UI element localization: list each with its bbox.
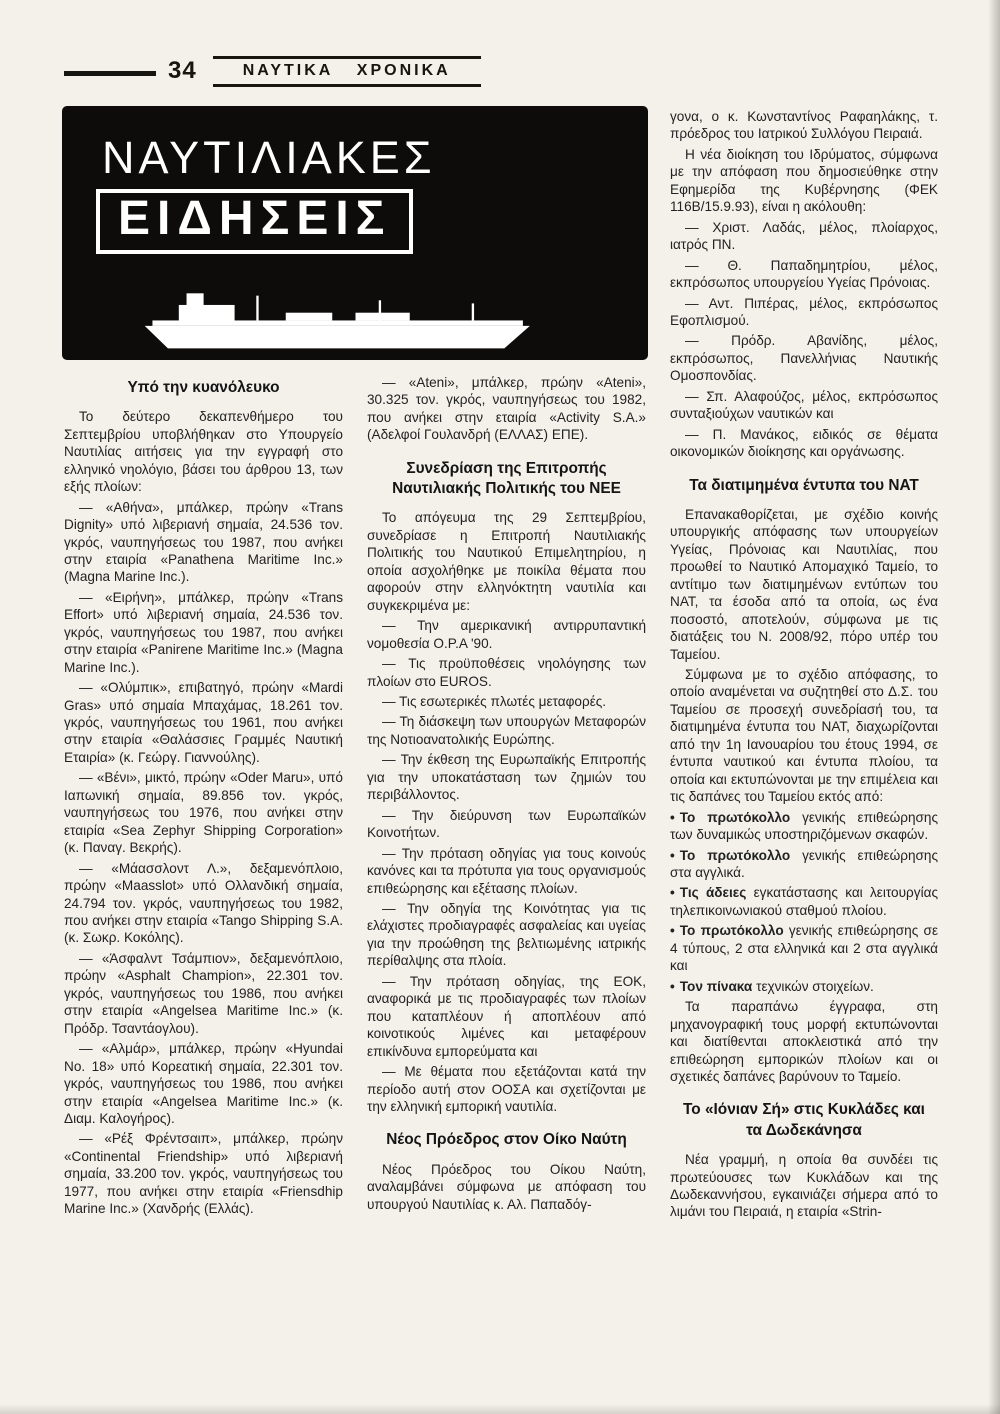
cargo-ship-icon [90,291,590,353]
header-rule [64,71,156,76]
bullet-text: εγκατάστασης και λειτουργίας τηλεπικοινωνιακού σταθμού πλοίου. [670,885,938,918]
paragraph: Το απόγευμα της 29 Σεπτεμβρίου, συνεδρίασε η Επιτροπή Ναυτιλιακής Πολιτικής του Ναυτικού Επιμελητηρίου, η οποία ασχολήθηκε με ποικίλα θέματα που αφορούν στην ελληνόκτητη ναυτιλία και συγκεκριμένα με: [367,510,646,613]
bullet-lead: Το πρωτόκολλο [679,923,784,939]
paragraph: Νέος Πρόεδρος του Οίκου Ναύτη, αναλαμβάνει σύμφωνα με απόφαση του υπουργού Ναυτιλίας κ. Αλ. Παπαδόγ- [367,1161,646,1212]
paragraph: — Την πρόταση οδηγίας για τους κοινούς κανόνες και τα πρότυπα για τους οργανισμούς επιθεώρησης και εξέτασης πλοίων. [367,845,646,896]
paragraph: — «Μάασσλοντ Λ.», δεξαμενόπλοιο, πρώην «Maasslot» υπό Ολλανδική σημαία, 24.794 τον. γκρός, ναυπηγήσεως του 1982, που ανήκει στην εταιρία «Tango Shipping S.A. (κ. Σωκρ. Κοκόλης). [64,860,343,946]
bullet-item [670,847,938,882]
paragraph: — Τη διάσκεψη των υπουργών Μεταφορών της Νοτιοανατολικής Ευρώπης. [367,714,646,747]
paragraph: — Με θέματα που εξετάζονται κατά την περίοδο αυτή στον ΟΟΣΑ και σχετίζονται με την ελληνική εμπορική ναυτιλία. [367,1064,646,1114]
paragraph: — Π. Μανάκος, ειδικός σε θέματα οικονομικών διοίκησης και οργάνωσης. [670,426,938,460]
paragraph: — «Ολύμπικ», επιβατηγό, πρώην «Mardi Gras» υπό σημαία Μπαχάμας, 18.261 τον. γκρός, ναυπηγήσεως του 1961, που ανήκει στην εταιρία «Θαλάσσιες Γραμμές Ναυτική Εταιρία» (κ. Γεώργ. Γιαννούλης). [64,680,343,765]
paragraph: — «Αθήνα», μπάλκερ, πρώην «Trans Dignity» υπό λιβεριανή σημαία, 24.536 τον. γκρός, ναυπηγήσεως του 1987, που ανήκει στην εταιρία «Panathena Maritime Inc.» (Magna Marine Inc.). [64,499,343,585]
paragraph: — Σπ. Αλαφούζος, μέλος, εκπρόσωπος συνταξιούχων ναυτικών και [670,388,938,422]
magazine-title-block [213,56,481,87]
paragraph: — Την πρόταση οδηγίας, της ΕΟΚ, αναφορικά με τις προδιαγραφές των πλοίων που καταπλέουν ή αποπλέουν από κοινοτικούς λιμένες και μεταφέρουν επικίνδυνα εμπορεύματα και [367,973,646,1059]
article-heading-president: Νέος Πρόεδρος στον Οίκο Ναύτη [386,1131,627,1149]
bullet-lead: Το πρωτόκολλο [679,847,791,863]
paragraph: Το δεύτερο δεκαπενθήμερο του Σεπτεμβρίου υποβλήθηκαν στο Υπουργείο Ναυτιλίας αιτήσεις για την εγγραφή στο ελληνικό νηολόγιο, βάσει του άρθρου 13, των εξής πλοίων: [64,409,343,495]
paragraph: — Χριστ. Λαδάς, μέλος, πλοίαρχος, ιατρός ΠΝ. [670,219,938,253]
banner-title-line1: ΝΑΥΤΙΛΙΑΚΕΣ [102,132,436,183]
bullet-item [670,809,938,844]
paragraph: — «Άσφαλντ Τσάμπιον», δεξαμενόπλοιο, πρώην «Asphalt Champion», 22.301 τον. γκρός, ναυπηγήσεως του 1986, που ανήκει στην εταιρία «Angelsea Maritime Inc.» (κ. Πρόδρ. Τσαντάογλου). [64,950,343,1036]
bullet-lead: Το πρωτόκολλο [679,809,791,825]
paragraph: — Την οδηγία της Κοινότητας για τις ελάχιστες προδιαγραφές ασφαλείας και υγείας για την προώθηση της βελτιωμένης ιατρικής περίθαλψης στα πλοία. [367,900,646,969]
bullet-lead: Τις άδειες [679,885,747,901]
bullet-icon: • [670,847,675,863]
paragraph: — Τις εσωτερικές πλωτές μεταφορές. [382,694,607,709]
banner-title-box [96,189,413,253]
magazine-title: ΝΑΥΤΙΚΑ ΧΡΟΝΙΚΑ [242,61,451,79]
column-middle [367,374,646,1221]
paragraph: Επανακαθορίζεται, με σχέδιο κοινής υπουργικής απόφασης των υπουργείων Υγείας, Πρόνοιας και Ναυτιλίας, που προωθεί το Ναυτικό Απομαχικό Ταμείο, το αντίτιμο των διατιμημένων εντύπων του ΝΑΤ, τα έσοδα από τα οποία, ως ένα ποσοστό, αποτελούν, σύμφωνα με τις διατάξεις του Ν. 2008/92, πόρο υπέρ του Ταμείου. [670,506,938,662]
paragraph: Σύμφωνα με το σχέδιο απόφασης, το οποίο αναμένεται να συζητηθεί στο Δ.Σ. του Ταμείου σε προσεχή συνεδρίασή του, τα διατιμημένα έντυπα του ΝΑΤ, διαχωρίζονται από την 1η Ιανουαρίου του έτους 1994, σε έντυπα ναυτικού και έντυπα πλοίου, τα οποία και εκτυπώνονται με την επιμέλεια και τις δαπάνες του Ταμείου εκτός από: [670,667,938,805]
paragraph: — «Ρέξ Φρέντσαιπ», μπάλκερ, πρώην «Continental Friendship» υπό λιβεριανή σημαία, 33.200 τον. γκρός, ναυπηγήσεως του 1977, που ανήκει στην εταιρία «Friensdhip Marine Inc.» (Χανδρής (Ελλάς). [64,1131,343,1217]
column-right [670,108,938,1224]
article-heading-committee: Συνεδρίαση της Επιτροπής Ναυτιλιακής Πολιτικής του ΝΕΕ [392,459,621,498]
two-column-region [64,374,646,1221]
left-region [64,108,646,1224]
paragraph: — «Ateni», μπάλκερ, πρώην «Ateni», 30.325 τον. γκρός, ναυπηγήσεως του 1982, που ανήκει στην εταιρία «Activity S.A.» (Αδελφοί Γουλανδρή (ΕΛΛΑΣ) ΕΠΕ). [367,375,646,443]
paragraph: Νέα γραμμή, η οποία θα συνδέει τις πρωτεύουσες των Κυκλάδων και της Δωδεκαννήσου, εγκαινιάζει σήμερα από το λιμάνι του Πειραιά, η εταιρία «Strin- [670,1152,938,1220]
paragraph: Τα παραπάνω έγγραφα, στη μηχανογραφική τους μορφή εκτυπώνονται και διατίθενται αποκλειστικά από την επιθεώρηση εμπορικών πλοίων και οι σχετικές δαπάνες βαρύνουν το Ταμείο. [670,999,938,1084]
bullet-lead: Τον πίνακα [679,978,753,994]
paragraph: — Θ. Παπαδημητρίου, μέλος, εκπρόσωπος υπουργείου Υγείας Πρόνοιας. [670,257,938,291]
banner-title-line2: ΕΙΔΗΣΕΙΣ [118,192,392,246]
paragraph: Η νέα διοίκηση του Ιδρύματος, σύμφωνα με την απόφαση που δημοσιεύθηκε στην Εφημερίδα της Κυβέρνησης (ΦΕΚ 116Β/15.9.93), είναι η ακόλουθη: [670,146,938,215]
bullet-text: γενικής επιθεώρησης των δυναμικώς υποστηριζόμενων σκαφών. [670,809,939,843]
paragraph: — «Αλμάρ», μπάλκερ, πρώην «Hyundai No. 18» υπό Κορεατική σημαία, 22.301 τον. γκρός, ναυπηγήσεως του 1986, που ανήκει στην εταιρία «Angelsea Maritime Inc.» (κ. Διαμ. Καλογήρος). [64,1041,343,1126]
bullet-item [670,922,938,974]
news-banner [64,108,646,358]
paragraph: — Αντ. Πιπέρας, μέλος, εκπρόσωπος Εφοπλισμού. [670,295,938,328]
page-header [64,54,938,88]
paragraph: — Τις προϋποθέσεις νηολόγησης των πλοίων στο EUROS. [367,656,646,689]
bullet-icon: • [670,885,675,901]
bullet-item [670,884,938,919]
bullet-text: τεχνικών στοιχείων. [752,978,874,994]
paragraph: — Την διεύρυνση των Ευρωπαϊκών Κοινοτήτων. [367,807,646,841]
article-heading-nat-forms: Τα διατιμημένα έντυπα του ΝΑΤ [689,476,919,494]
article-heading-blue-flag: Υπό την κυανόλευκο [127,379,280,396]
bullet-text: γενικής επιθεώρησης στα αγγλικά. [670,847,939,880]
bullet-text: γενικής επιθεώρησης σε 4 τύπους, 2 στα ελληνικά και 2 στα αγγλικά και [670,923,939,974]
bullet-icon: • [670,809,675,825]
bullet-item [670,978,938,995]
paragraph: — Την αμερικανική αντιρρυπαντική νομοθεσία O.P.A '90. [367,618,646,651]
paragraph: — «Βένι», μικτό, πρώην «Oder Maru», υπό Ιαπωνική σημαία, 89.856 τον. γκρός, ναυπηγήσεως του 1976, που ανήκει στην εταιρία «Sea Zephyr Shipping Corporation» (κ. Παναγ. Βεκρής). [64,770,343,856]
page-number: 34 [168,57,197,84]
bullet-icon: • [670,978,675,994]
bullet-icon: • [670,923,675,939]
paragraph: — Την έκθεση της Ευρωπαϊκής Επιτροπής για την υποκατάσταση των ζημιών του περιβάλλοντος. [367,752,646,803]
column-left [64,374,343,1221]
article-heading-ionian-sea: Το «Ιόνιαν Σή» στις Κυκλάδες και τα Δωδεκάνησα [683,1101,925,1139]
page-content [64,108,938,1224]
paragraph: — «Ειρήνη», μπάλκερ, πρώην «Trans Effort» υπό λιβεριανή σημαία, 24.536 τον. γκρός, ναυπηγήσεως του 1987, που ανήκει στην εταιρία «Panirene Maritime Inc.» (Magna Marine Inc.). [64,589,343,675]
paragraph: — Πρόδρ. Αβανίδης, μέλος, εκπρόσωπος, Πανελλήνιας Ναυτικής Ομοσπονδίας. [670,333,938,384]
paragraph: γονα, ο κ. Κωνσταντίνος Ραφαηλάκης, τ. πρόεδρος του Ιατρικού Συλλόγου Πειραιά. [670,109,938,142]
